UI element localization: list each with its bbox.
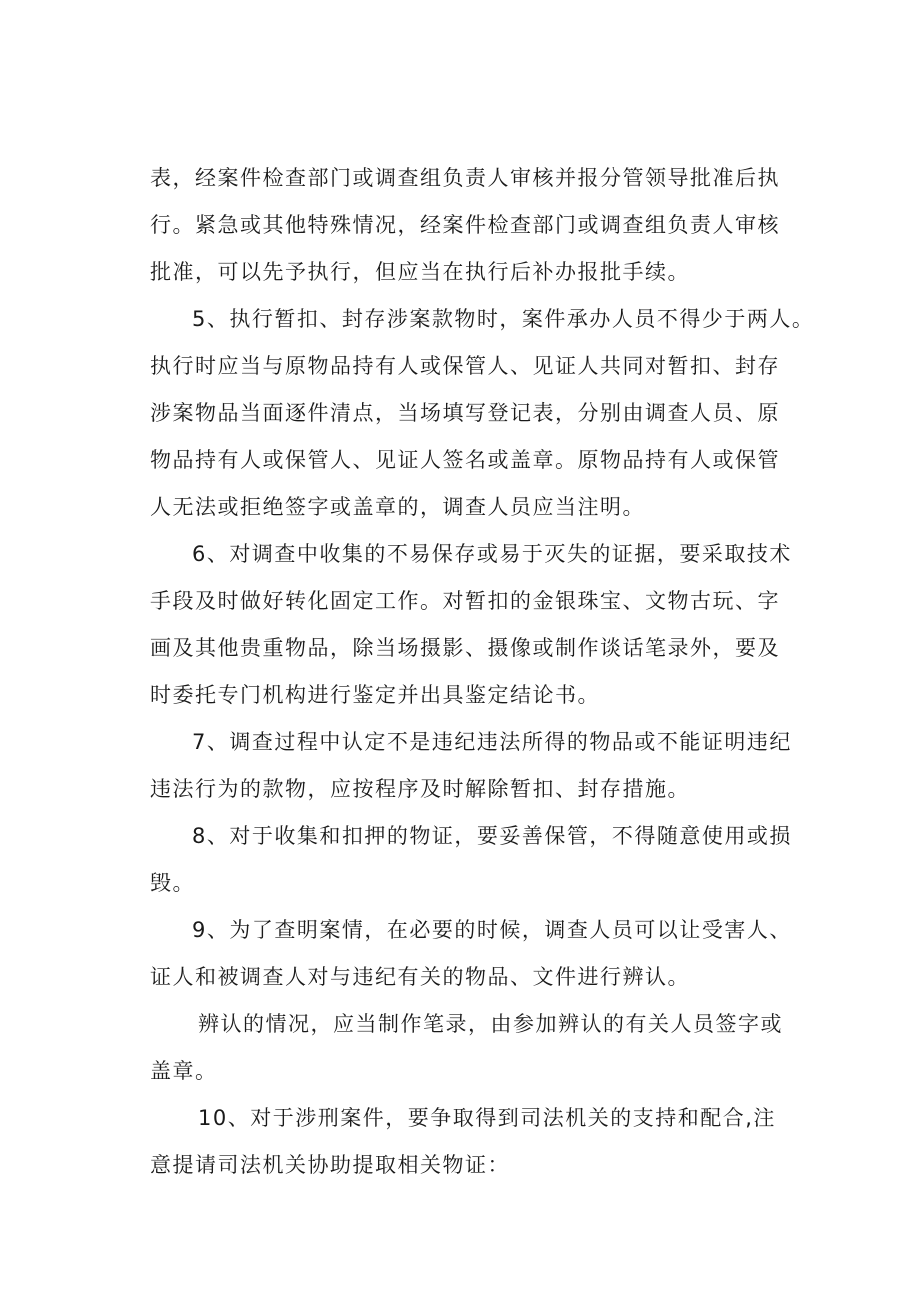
paragraph-6-start: 6、对调查中收集的不易保存或易于灭失的证据，要采取技术: [192, 542, 792, 566]
text-line: 人无法或拒绝签字或盖章的，调查人员应当注明。: [150, 495, 645, 519]
text-line: 物品持有人或保管人、见证人签名或盖章。原物品持有人或保管: [150, 448, 780, 472]
paragraph-identification-start: 辨认的情况，应当制作笔录，由参加辨认的有关人员签字或: [198, 1012, 783, 1036]
paragraph-5-start: 5、执行暂扣、封存涉案款物时，案件承办人员不得少于两人。: [192, 307, 815, 331]
paragraph-9-start: 9、为了查明案情，在必要的时候，调查人员可以让受害人、: [192, 918, 792, 942]
text-line: 证人和被调查人对与违纪有关的物品、文件进行辨认。: [150, 965, 690, 989]
text-line: 涉案物品当面逐件清点，当场填写登记表，分别由调查人员、原: [150, 401, 780, 425]
text-line: 执行时应当与原物品持有人或保管人、见证人共同对暂扣、封存: [150, 354, 780, 378]
text-line: 批准，可以先予执行，但应当在执行后补办报批手续。: [150, 260, 690, 284]
text-line: 行。紧急或其他特殊情况，经案件检查部门或调查组负责人审核: [150, 213, 780, 237]
text-line: 表，经案件检查部门或调查组负责人审核并报分管领导批准后执: [150, 166, 780, 190]
text-line: 意提请司法机关协助提取相关物证：: [150, 1153, 510, 1177]
paragraph-7-start: 7、调查过程中认定不是违纪违法所得的物品或不能证明违纪: [192, 730, 792, 754]
text-line: 毁。: [150, 871, 195, 895]
text-line: 画及其他贵重物品，除当场摄影、摄像或制作谈话笔录外，要及: [150, 636, 780, 660]
text-line: 时委托专门机构进行鉴定并出具鉴定结论书。: [150, 683, 600, 707]
text-line: 手段及时做好转化固定工作。对暂扣的金银珠宝、文物古玩、字: [150, 589, 780, 613]
text-line: 盖章。: [150, 1059, 218, 1083]
paragraph-10-start: 10、对于涉刑案件，要争取得到司法机关的支持和配合,注: [198, 1106, 776, 1130]
paragraph-8-start: 8、对于收集和扣押的物证，要妥善保管，不得随意使用或损: [192, 824, 792, 848]
document-body: [150, 155, 815, 1189]
text-line: 违法行为的款物，应按程序及时解除暂扣、封存措施。: [150, 777, 690, 801]
